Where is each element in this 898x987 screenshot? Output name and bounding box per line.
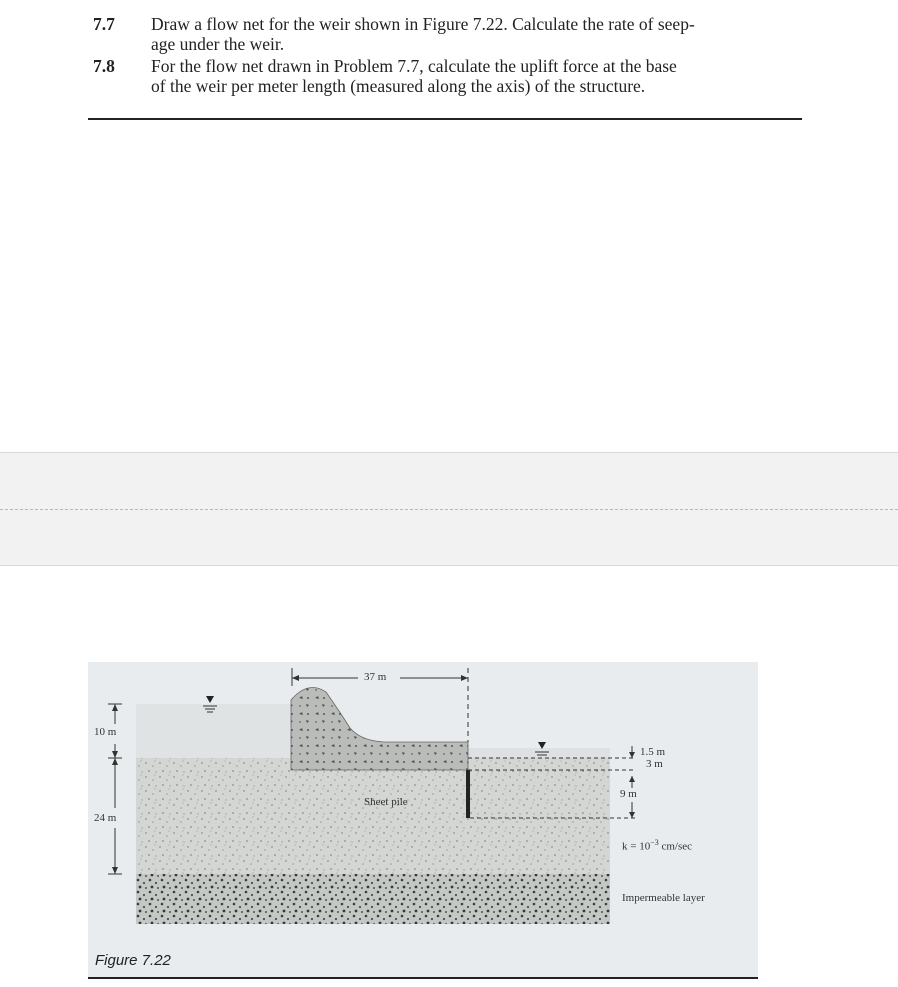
tail-depth-label: 1.5 m [640,746,666,758]
upstream-water [136,704,293,758]
figure-rule [88,977,758,979]
permeable-soil [136,758,610,874]
problem-7-8 [88,56,802,96]
downstream-water [468,748,610,758]
problem-7-7 [88,14,802,54]
downstream-water-level-icon [538,742,546,749]
section-rule [88,118,802,120]
dashed-divider [0,509,898,510]
permeability-label [622,838,692,853]
embed-depth-label: 3 m [646,758,663,770]
upstream-depth-label: 10 m [94,726,117,738]
upstream-water-level-icon [206,696,214,703]
problem-text [151,14,802,54]
problem-number: 7.8 [93,56,115,76]
problem-text [151,56,802,96]
problem-text-line: of the weir per meter length (measured along the axis) of the structure. [151,76,646,96]
pile-depth-label: 9 m [620,788,637,800]
problem-text-line: Draw a flow net for the weir shown in Figure 7.22. Calculate the rate of seep- [151,14,695,34]
impermeable-layer [136,874,610,924]
permeability-prefix: k = 10 [622,840,651,853]
weir-diagram [88,662,758,977]
permeability-exponent: −3 [650,838,659,847]
figure-7-22 [88,662,758,977]
weir-body [291,688,468,771]
width-label: 37 m [364,671,387,683]
impermeable-label: Impermeable layer [622,892,705,904]
soil-depth-label: 24 m [94,812,117,824]
problem-text-line: For the flow net drawn in Problem 7.7, calculate the uplift force at the base [151,56,677,76]
problem-text-line: age under the weir. [151,34,285,54]
permeability-unit: cm/sec [661,840,693,853]
sheet-pile [466,770,470,818]
separator-band [0,452,898,566]
problem-number: 7.7 [93,14,115,34]
sheet-pile-label: Sheet pile [364,796,408,808]
figure-caption: Figure 7.22 [95,952,171,969]
problem-list [88,14,802,96]
